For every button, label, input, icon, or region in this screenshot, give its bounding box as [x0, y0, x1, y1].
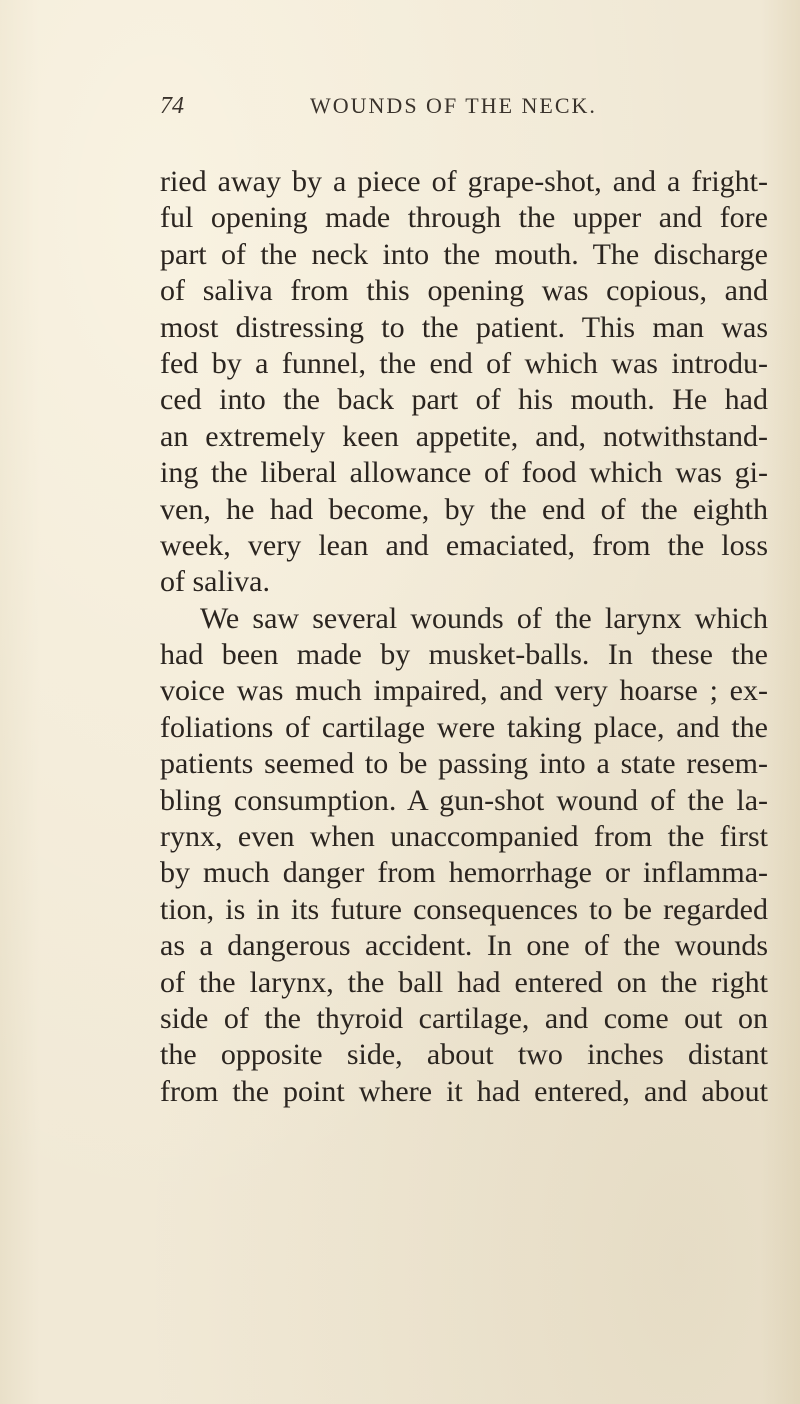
text-line: from the point where it had entered, and about — [160, 1074, 768, 1108]
text-line: ced into the back part of his mouth. He had — [160, 383, 768, 417]
text-line: by much danger from hemorrhage or inflamma- — [160, 856, 768, 890]
text-line: ven, he had become, by the end of the eighth — [160, 492, 768, 526]
text-line: most distressing to the patient. This man was — [160, 310, 768, 344]
text-line: part of the neck into the mouth. The discharge — [160, 237, 768, 271]
text-line: ing the liberal allowance of food which was gi- — [160, 456, 768, 490]
text-line: foliations of cartilage were taking place, and the — [160, 710, 768, 744]
text-line: week, very lean and emaciated, from the loss — [160, 528, 768, 562]
body-text — [160, 164, 770, 1110]
text-line: the opposite side, about two inches distant — [160, 1038, 768, 1072]
text-line: voice was much impaired, and very hoarse ; ex- — [160, 674, 768, 708]
text-line: side of the thyroid cartilage, and come out on — [160, 1001, 768, 1035]
text-line: of the larynx, the ball had entered on the right — [160, 965, 768, 999]
running-head: WOUNDS OF THE NECK. — [310, 93, 597, 118]
text-line: an extremely keen appetite, and, notwithstand- — [160, 419, 768, 453]
paragraph-end-line: of saliva. — [160, 565, 270, 599]
text-line: rynx, even when unaccompanied from the first — [160, 820, 768, 854]
page-header — [160, 88, 760, 124]
page-number: 74 — [160, 92, 184, 119]
text-line: fed by a funnel, the end of which was introdu- — [160, 346, 768, 380]
text-line: tion, is in its future consequences to be regarded — [160, 892, 768, 926]
text-line: had been made by musket-balls. In these the — [160, 638, 768, 672]
text-line: patients seemed to be passing into a state resem- — [160, 747, 768, 781]
paragraph-start-line: We saw several wounds of the larynx which — [200, 601, 768, 635]
text-line: as a dangerous accident. In one of the wounds — [160, 929, 768, 963]
text-line: ried away by a piece of grape-shot, and a fright- — [160, 165, 768, 198]
text-line: bling consumption. A gun-shot wound of the la- — [160, 783, 768, 817]
text-line: ful opening made through the upper and fore — [160, 201, 768, 235]
text-line: of saliva from this opening was copious, and — [160, 274, 768, 308]
